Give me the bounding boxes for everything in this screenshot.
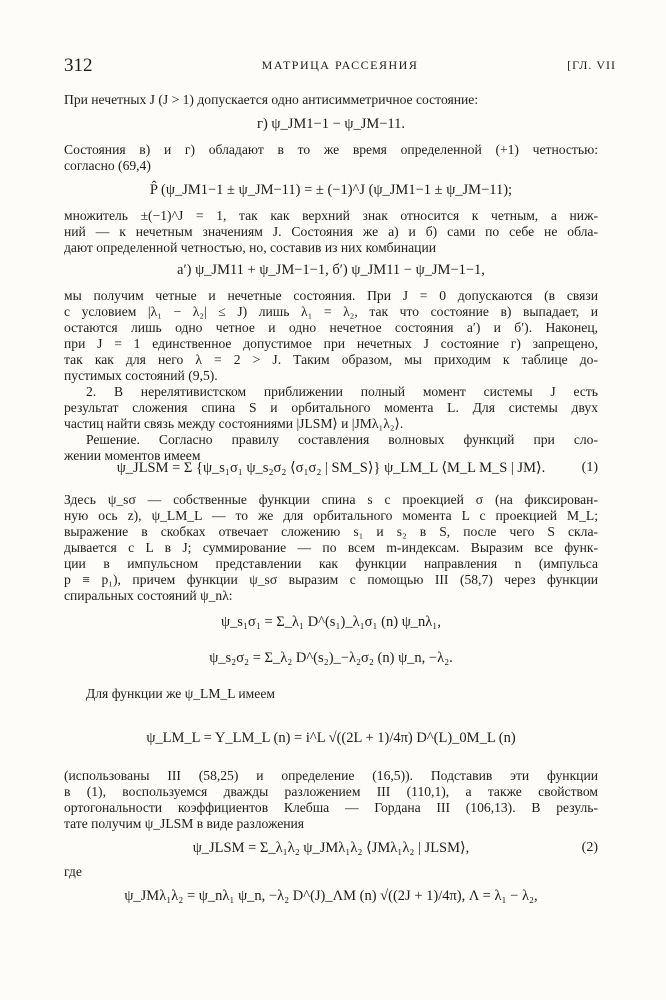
chapter-label: [ГЛ. VII (567, 58, 616, 72)
text-line: в (1), воспользуемся дважды разложением III (110,1), а также свойством (64, 784, 598, 799)
text-line: ний — к нечетным значениям J. Состояния же а) и б) сами по себе не обла- (64, 224, 598, 239)
text-line: выражение в скобках отвечает сложению s₁ и s₂ в S, после чего S скла- (64, 524, 598, 539)
text-line: При нечетных J (J > 1) допускается одно антисимметричное состояние: (64, 92, 479, 107)
equation: ψ_s₂σ₂ = Σ_λ₂ D^(s₂)_−λ₂σ₂ (n) ψ_n, −λ₂. (209, 650, 453, 666)
equation: а′) ψ_JM11 + ψ_JM−1−1, б′) ψ_JM11 − ψ_JM−1−1, (177, 262, 485, 278)
equation: ψ_JLSM = Σ {ψ_s₁σ₁ ψ_s₂σ₂ ⟨σ₁σ₂ | SM_S⟩} ψ_LM_L ⟨M_L M_S | JM⟩. (116, 460, 546, 476)
text-line: частиц найти связь между состояниями |JLSM⟩ и |JMλ₁λ₂⟩. (64, 416, 404, 431)
equation-number: (2) (581, 840, 598, 855)
text-line: p ≡ p₁), причем функции ψ_sσ выразим с помощью III (58,7) через функции (64, 572, 598, 587)
equation: ψ_JMλ₁λ₂ = ψ_nλ₁ ψ_n, −λ₂ D^(J)_ΛM (n) √((2J + 1)/4π), Λ = λ₁ − λ₂, (124, 888, 538, 904)
equation: г) ψ_JM1−1 − ψ_JM−11. (257, 116, 405, 132)
text-line: дывается с L в J; суммирование — по всем m-индексам. Выразим все функ- (64, 540, 598, 555)
text-line: остаются лишь одно четное и одно нечетное состояния а′) и б′). Наконец, (64, 320, 598, 335)
text-line: тате получим ψ_JLSM в виде разложения (64, 816, 305, 831)
equation: P̂ (ψ_JM1−1 ± ψ_JM−11) = ± (−1)^J (ψ_JM1−1 ± ψ_JM−11); (149, 182, 513, 198)
text-line: (использованы III (58,25) и определение (16,5)). Подставив эти функции (64, 768, 598, 783)
text-line: жении моментов имеем (64, 448, 201, 463)
equation: ψ_JLSM = Σ_λ₁λ₂ ψ_JMλ₁λ₂ ⟨JMλ₁λ₂ | JLSM⟩, (192, 840, 470, 856)
text-line: 2. В нерелятивистском приближении полный момент системы J есть (86, 384, 598, 399)
text-line: ортогональности коэффициентов Клебша — Гордана III (106,13). В резуль- (64, 800, 598, 815)
text-line: Решение. Согласно правилу составления волновых функций при сло- (86, 432, 598, 447)
text-line: результат сложения спина S и орбитального момента L. Для системы двух (64, 400, 598, 415)
text-line: множитель ±(−1)^J = 1, так как верхний знак относится к четным, а ниж- (64, 208, 598, 223)
text-line: ции в импульсном представлении как функции направления n (импульса (64, 556, 598, 571)
text-line: Состояния в) и г) обладают в то же время определенной (+1) четностью: (64, 142, 598, 157)
equation: ψ_s₁σ₁ = Σ_λ₁ D^(s₁)_λ₁σ₁ (n) ψ_nλ₁, (220, 614, 441, 630)
text-line: согласно (69,4) (64, 158, 151, 173)
running-title: МАТРИЦА РАССЕЯНИЯ (261, 58, 419, 72)
text-line: мы получим четные и нечетные состояния. При J = 0 допускаются (в связи (64, 288, 598, 303)
text-line: с условием |λ₁ − λ₂| ≤ J) лишь λ₁ = λ₂, так что состояние в) выпадает, и (64, 304, 598, 319)
text-line: пустимых состояний (9,5). (64, 368, 218, 383)
text-line: Для функции же ψ_LM_L имеем (86, 686, 275, 701)
text-line: при J = 1 единственное допустимое при нечетных J состояние г) запрещено, (64, 336, 598, 351)
text-line: дают определенной четностью, но, составив из них комбинации (64, 240, 437, 255)
page-header (64, 55, 616, 77)
text-line: ную ось z), ψ_LM_L — то же для орбитального момента L с проекцией M_L; (64, 508, 598, 523)
equation: ψ_LM_L = Y_LM_L (n) = i^L √((2L + 1)/4π) D^(L)_0M_L (n) (146, 730, 516, 746)
page-number: 312 (64, 55, 93, 76)
equation-number: (1) (581, 460, 598, 475)
text-line: так как для него λ = 2 > J. Таким образом, мы приходим к таблице до- (64, 352, 598, 367)
text-line: спиральных состояний ψ_nλ: (64, 588, 233, 603)
text-line: где (64, 864, 82, 879)
text-line: Здесь ψ_sσ — собственные функции спина s с проекцией σ (на фиксирован- (64, 492, 598, 507)
